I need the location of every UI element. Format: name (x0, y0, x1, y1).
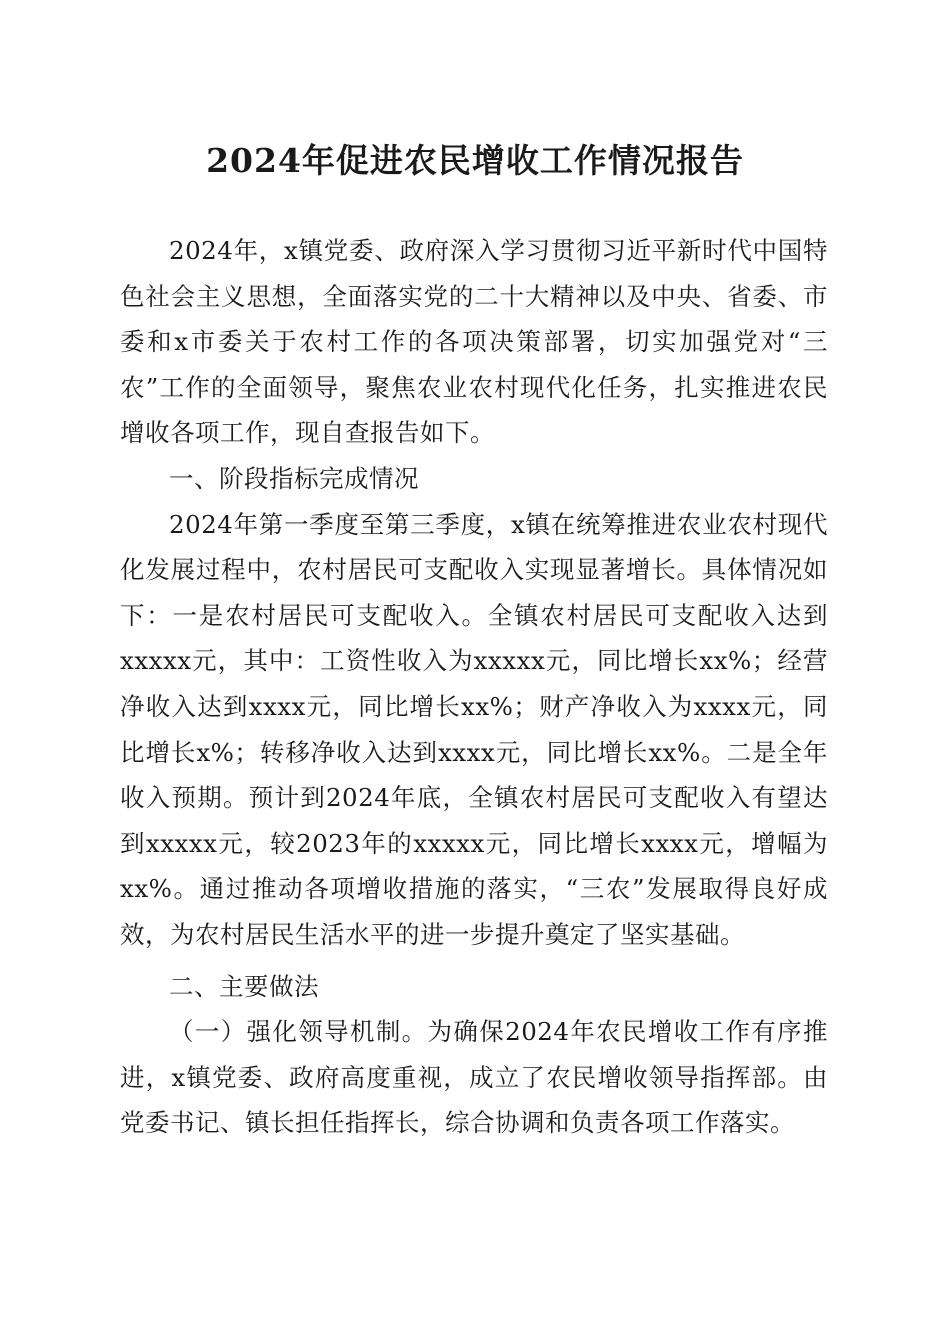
section-1-paragraph: 2024年第一季度至第三季度，x镇在统筹推进农业农村现代化发展过程中，农村居民可支配收入实现显著增长。具体情况如下：一是农村居民可支配收入。全镇农村居民可支配收入达到xxxxx元，其中：工资性收入为xxxxx元，同比增长xx%；经营净收入达到xxxx元，同比增长xx%；财产净收入为xxxx元，同比增长x%；转移净收入达到xxxx元，同比增长xx%。二是全年收入预期。预计到2024年底，全镇农村居民可支配收入有望达到xxxxx元，较2023年的xxxxx元，同比增长xxxx元，增幅为xx%。通过推动各项增收措施的落实，“三农”发展取得良好成效，为农村居民生活水平的进一步提升奠定了坚实基础。 (120, 509, 828, 949)
section-1-heading: 一、阶段指标完成情况 (169, 463, 419, 493)
document-title: 2024年促进农民增收工作情况报告 (206, 141, 744, 180)
section-2-heading: 二、主要做法 (169, 971, 319, 1001)
section-2-item-1-text: 为确保2024年农民增收工作有序推进，x镇党委、政府高度重视，成立了农民增收领导指挥部。由党委书记、镇长担任指挥长，综合协调和负责各项工作落实。 (120, 1017, 828, 1138)
section-2-item-1-lead: （一）强化领导机制。 (169, 1017, 428, 1047)
intro-paragraph: 2024年，x镇党委、政府深入学习贯彻习近平新时代中国特色社会主义思想，全面落实党的二十大精神以及中央、省委、市委和x市委关于农村工作的各项决策部署，切实加强党对“三农”工作的全面领导，聚焦农业农村现代化任务，扎实推进农民增收各项工作，现自查报告如下。 (120, 236, 828, 448)
document-body (120, 228, 828, 1146)
section-2-item-1-paragraph (120, 1009, 828, 1146)
